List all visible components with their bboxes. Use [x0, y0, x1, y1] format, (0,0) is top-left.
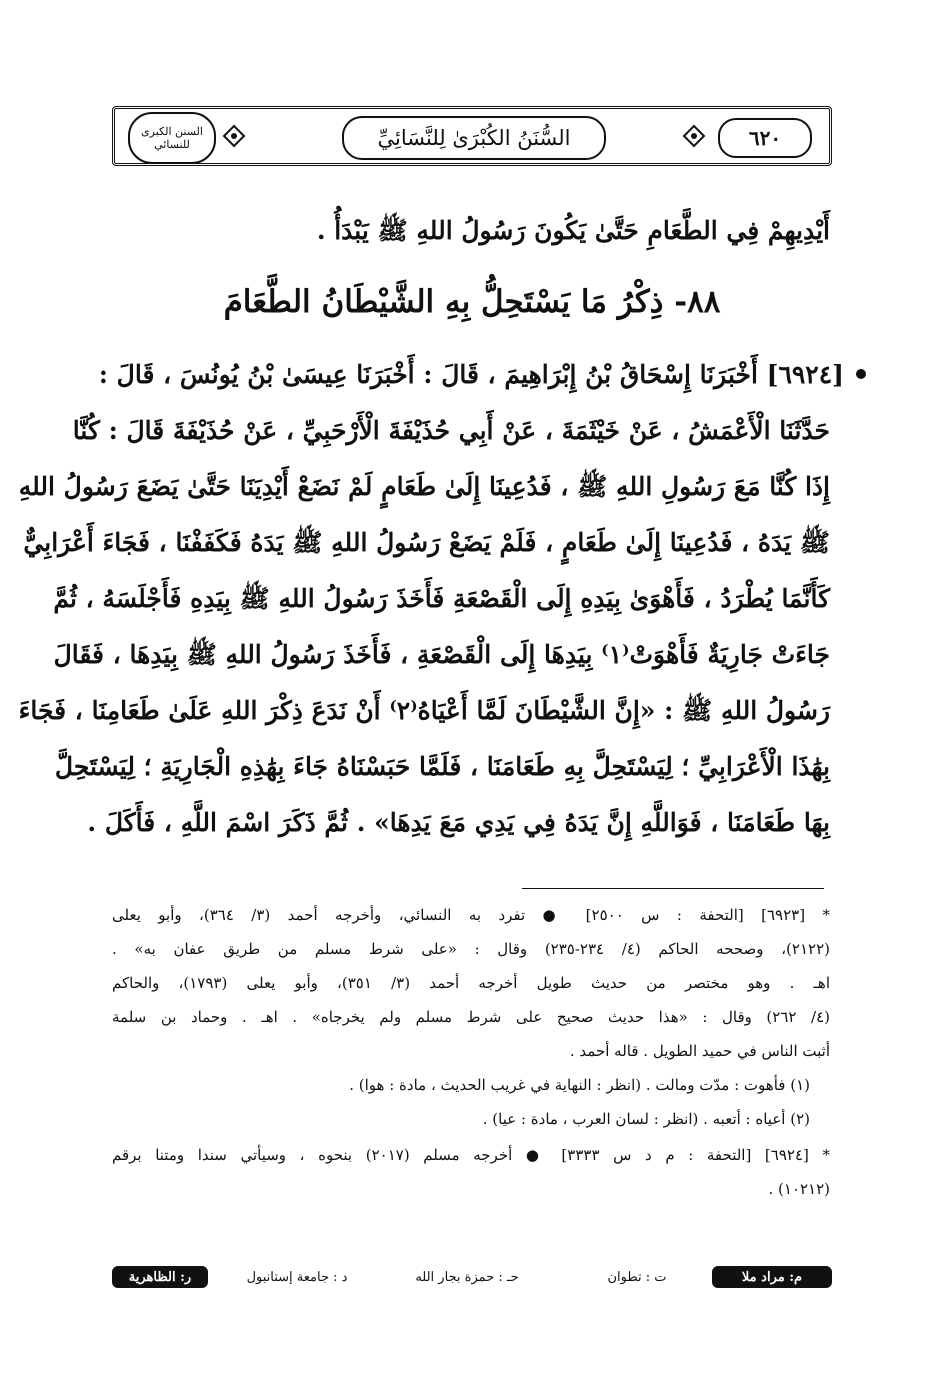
chapter-heading: ٨٨- ذِكْرُ مَا يَسْتَحِلُّ بِهِ الشَّيْطَانُ الطَّعَامَ [223, 284, 721, 320]
book-logo-text: السنن الكبرى للنسائي [141, 124, 203, 151]
footnote-line: أثبت الناس في حميد الطويل . قاله أحمد . [569, 1042, 830, 1060]
hadith-line: ﷺ يَدَهُ ، فَدُعِينَا إِلَىٰ طَعَامٍ ، فَلَمْ يَضَعْ رَسُولُ اللهِ ﷺ يَدَهُ فَكَفَفْنَا ، فَجَاءَ أَعْرَابِيٌّ [23, 528, 830, 557]
hadith-line: رَسُولُ اللهِ ﷺ : «إِنَّ الشَّيْطَانَ لَمَّا أَعْيَاهُ⁽٢⁾ أَنْ نَدَعَ ذِكْرَ اللهِ عَلَىٰ طَعَامِنَا ، فَجَاءَ [18, 696, 830, 725]
footnote-line: * [٦٩٢٣] [التحفة : س ٢٥٠٠] ● تفرد به النسائي، وأخرجه أحمد (٣/ ٣٦٤)، وأبو يعلى [112, 906, 830, 924]
footnote-line: (٤/ ٢٦٢) وقال : «هذا حديث صحيح على شرط مسلم ولم يخرجاه» . اهـ . وحماد بن سلمة [112, 1008, 830, 1026]
source-h: حـ : حمزة بجار الله [415, 1269, 519, 1285]
hadith-line: كَأَنَّمَا يُطْرَدُ ، فَأَهْوَىٰ بِيَدِهِ إِلَى الْقَصْعَةِ فَأَخَذَ رَسُولُ اللهِ ﷺ بِيَدِهِ فَأَجْلَسَهُ ، ثُمَّ [53, 584, 830, 613]
footnote-line: اهـ . وهو مختصر من حديث طويل أخرجه أحمد (٣/ ٣٥١)، وأبو يعلى (١٧٩٣)، والحاكم [112, 974, 831, 992]
page-number: ٦٢٠ [718, 118, 812, 158]
source-t: ت : تطوان [607, 1269, 667, 1285]
footnote-line: (١٠٢١٢) . [768, 1180, 830, 1198]
source-r: ر: الظاهرية [112, 1266, 208, 1288]
source-d: د : جامعة إستانبول [246, 1269, 348, 1285]
book-title: السُّنَنُ الكُبْرَىٰ لِلنَّسَائِيِّ [342, 116, 606, 160]
footnote-line: * [٦٩٢٤] [التحفة : م د س ٣٣٣٣] ● أخرجه مسلم (٢٠١٧) بنحوه ، وسيأتي سندا ومتنا برقم [112, 1146, 830, 1164]
footnote-ref-1: (١) فأهوت : مدّت ومالت . (انظر : النهاية في غريب الحديث ، مادة : هوا) . [349, 1076, 810, 1094]
source-m: م: مراد ملا [712, 1266, 832, 1288]
hadith-line: بِهَا طَعَامَنَا ، فَوَاللَّهِ إِنَّ يَدَهُ فِي يَدِي مَعَ يَدِهَا» . ثُمَّ ذَكَرَ اسْمَ اللَّهِ ، فَأَكَلَ . [87, 808, 830, 837]
hadith-line: جَاءَتْ جَارِيَةٌ فَأَهْوَتْ⁽١⁾ بِيَدِهَا إِلَى الْقَصْعَةِ ، فَأَخَذَ رَسُولُ اللهِ ﷺ بِيَدِهَا ، فَقَالَ [53, 640, 830, 669]
ornament-icon [222, 124, 246, 148]
footnote-ref-2: (٢) أعياه : أتعبه . (انظر : لسان العرب ، مادة : عيا) . [482, 1110, 810, 1128]
manuscript-sources-footer [112, 1262, 832, 1292]
hadith-bullet-icon [856, 369, 866, 379]
hadith-line: بِهَٰذَا الْأَعْرَابِيِّ ؛ لِيَسْتَحِلَّ بِهِ طَعَامَنَا ، فَلَمَّا حَبَسْنَاهُ جَاءَ بِهَٰذِهِ الْجَارِيَةِ ؛ لِيَسْتَحِلَّ [54, 752, 830, 781]
continuation-text: أَيْدِيهِمْ فِي الطَّعَامِ حَتَّىٰ يَكُونَ رَسُولُ اللهِ ﷺ يَبْدَأُ . [316, 216, 830, 245]
page-header [112, 106, 832, 166]
book-logo [128, 112, 216, 164]
hadith-line: [٦٩٢٤] أَخْبَرَنَا إِسْحَاقُ بْنُ إِبْرَاهِيمَ ، قَالَ : أَخْبَرَنَا عِيسَىٰ بْنُ يُونُسَ ، قَالَ : [98, 360, 844, 389]
footnote-line: (٢١٢٢)، وصححه الحاكم (٤/ ٢٣٤-٢٣٥) وقال : «على شرط مسلم من طريق عفان به» . [112, 940, 830, 958]
footnote-separator [522, 888, 824, 889]
hadith-line: حَدَّثَنَا الْأَعْمَشُ ، عَنْ خَيْثَمَةَ ، عَنْ أَبِي حُذَيْفَةَ الْأَرْحَبِيِّ ، عَنْ حُذَيْفَةَ قَالَ : كُنَّا [72, 416, 830, 445]
ornament-icon [682, 124, 706, 148]
hadith-line: إِذَا كُنَّا مَعَ رَسُولِ اللهِ ﷺ ، فَدُعِينَا إِلَىٰ طَعَامٍ لَمْ نَضَعْ أَيْدِيَنَا حَتَّىٰ يَضَعَ رَسُولُ اللهِ [18, 472, 830, 501]
